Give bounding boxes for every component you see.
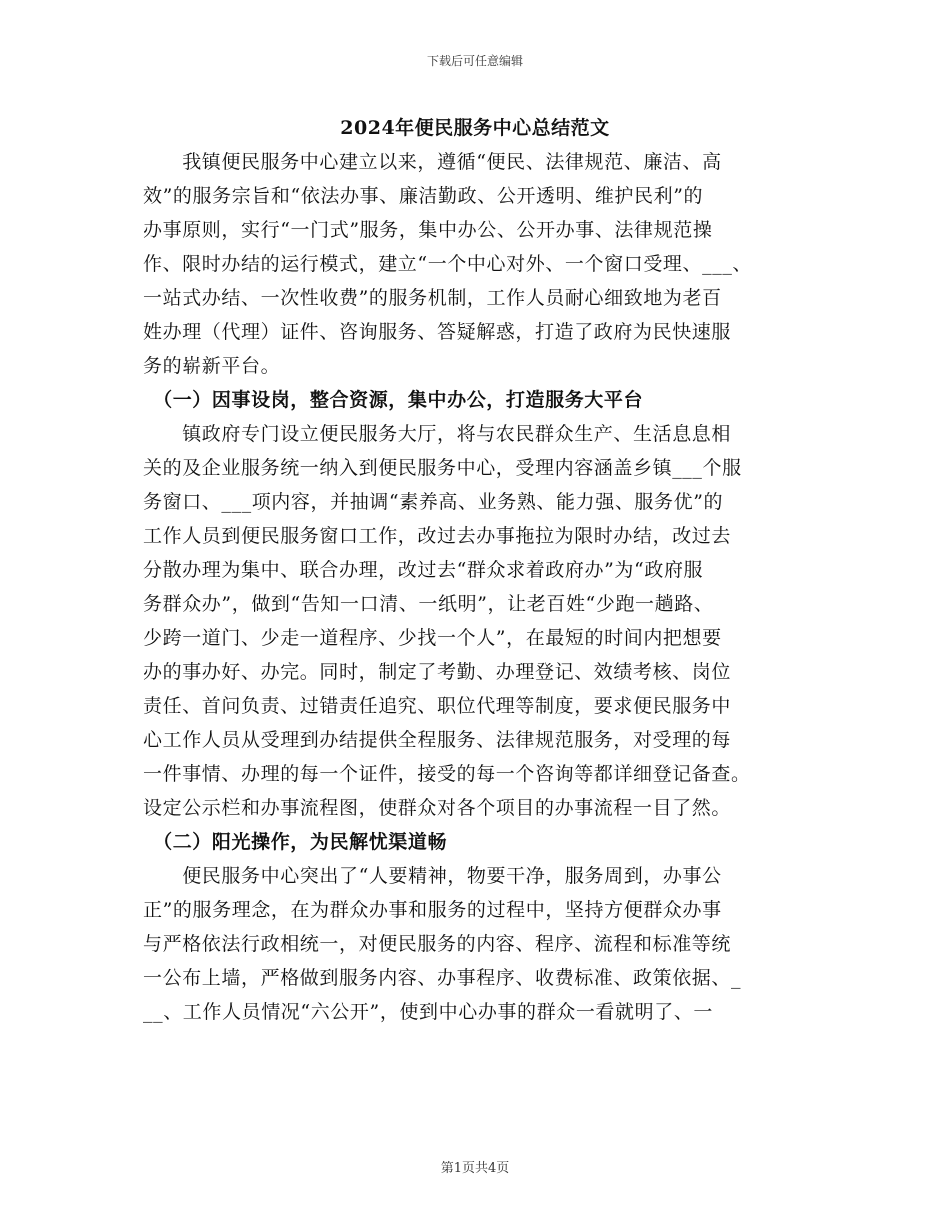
paragraph-line: 一站式办结、一次性收费”的服务机制，工作人员耐心细致地为老百 [143, 287, 722, 309]
paragraph-line: 一公布上墙，严格做到服务内容、办事程序、收费标准、政策依据、_ [143, 967, 742, 989]
paragraph-line: 我镇便民服务中心建立以来，遵循“便民、法律规范、廉洁、高 [143, 151, 722, 173]
paragraph-line: 正”的服务理念，在为群众办事和服务的过程中，坚持方便群众办事 [143, 899, 722, 921]
paragraph-line: 务窗口、___项内容，并抽调“素养高、业务熟、能力强、服务优”的 [143, 491, 724, 513]
paragraph-line: 镇政府专门设立便民服务大厅，将与农民群众生产、生活息息相 [143, 423, 732, 445]
section-heading-2: （二）阳光操作，为民解忧渠道畅 [143, 831, 448, 853]
paragraph-line: 关的及企业服务统一纳入到便民服务中心，受理内容涵盖乡镇___个服 [143, 457, 742, 479]
paragraph-line: 工作人员到便民服务窗口工作，改过去办事拖拉为限时办结，改过去 [143, 525, 732, 547]
paragraph-line: 一件事情、办理的每一个证件，接受的每一个咨询等都详细登记备查。 [143, 763, 751, 785]
paragraph-line: 务群众办”，做到“告知一口清、一纸明”，让老百姓“少跑一趟路、 [143, 593, 714, 615]
page-header-note: 下载后可任意编辑 [426, 54, 523, 68]
paragraph-line: 责任、首问负责、过错责任追究、职位代理等制度，要求便民服务中 [143, 695, 732, 717]
paragraph-line: 与严格依法行政相统一，对便民服务的内容、程序、流程和标准等统 [143, 933, 732, 955]
paragraph-line: 姓办理（代理）证件、咨询服务、答疑解惑，打造了政府为民快速服 [143, 321, 732, 343]
section-heading-1: （一）因事设岗，整合资源，集中办公，打造服务大平台 [143, 389, 644, 411]
paragraph-line: 分散办理为集中、联合办理，改过去“群众求着政府办”为“政府服 [143, 559, 704, 581]
paragraph-line: 作、限时办结的运行模式，建立“一个中心对外、一个窗口受理、___、 [143, 253, 753, 275]
paragraph-line: __、工作人员情况“六公开”，使到中心办事的群众一看就明了、一 [143, 1001, 714, 1023]
paragraph-line: 办事原则，实行“一门式”服务，集中办公、公开办事、法律规范操 [143, 219, 713, 241]
paragraph-line: 少跨一道门、少走一道程序、少找一个人”，在最短的时间内把想要 [143, 627, 722, 649]
paragraph-line: 办的事办好、办完。同时，制定了考勤、办理登记、效绩考核、岗位 [143, 661, 732, 683]
paragraph-line: 心工作人员从受理到办结提供全程服务、法律规范服务，对受理的每 [143, 729, 732, 751]
paragraph-line: 效”的服务宗旨和“依法办事、廉洁勤政、公开透明、维护民利”的 [143, 185, 704, 207]
document-title: 2024年便民服务中心总结范文 [340, 117, 610, 139]
document-body [143, 145, 811, 1029]
paragraph-line: 设定公示栏和办事流程图，使群众对各个项目的办事流程一目了然。 [143, 797, 732, 819]
paragraph-line: 便民服务中心突出了“人要精神，物要干净，服务周到，办事公 [143, 865, 722, 887]
paragraph-line: 务的崭新平台。 [143, 355, 281, 377]
page-number: 第1页共4页 [440, 1161, 510, 1176]
